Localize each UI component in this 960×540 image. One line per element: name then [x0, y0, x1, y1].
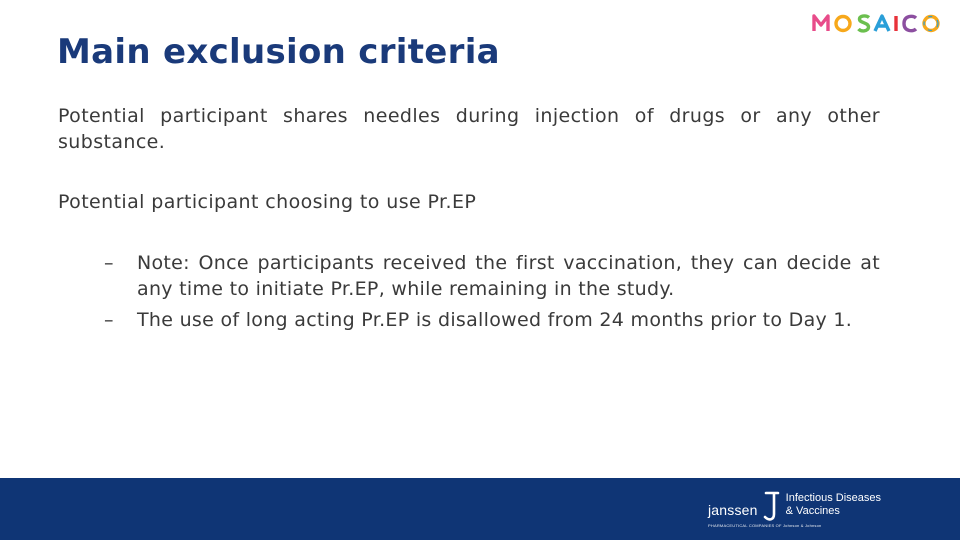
criterion-needle-sharing: Potential participant shares needles during injection of drugs or any other substance.	[58, 105, 880, 153]
slide-title: Main exclusion criteria	[57, 32, 500, 72]
bullet-dash: –	[104, 309, 114, 331]
list-item	[104, 250, 880, 302]
bullet-dash: –	[104, 252, 114, 274]
division-line-1: Infectious Diseases	[785, 492, 882, 504]
footer-bar	[0, 478, 960, 540]
division-name	[786, 492, 881, 518]
criterion-prep-use: Potential participant choosing to use Pr.EP	[58, 191, 477, 213]
janssen-wordmark: janssen	[708, 502, 758, 518]
division-line-2: & Vaccines	[785, 505, 840, 517]
list-item-text: Note: Once participants received the first vaccination, they can decide at any time to initiate Pr.EP, while remaining in the study.	[137, 252, 880, 300]
list-item	[104, 307, 880, 333]
janssen-logo	[708, 490, 881, 528]
list-item-text: The use of long acting Pr.EP is disallowed from 24 months prior to Day 1.	[137, 309, 853, 331]
mosaico-logo	[812, 10, 946, 36]
prep-notes-list	[104, 250, 880, 338]
janssen-tagline: PHARMACEUTICAL COMPANIES OF Johnson & Johnson	[708, 523, 822, 528]
